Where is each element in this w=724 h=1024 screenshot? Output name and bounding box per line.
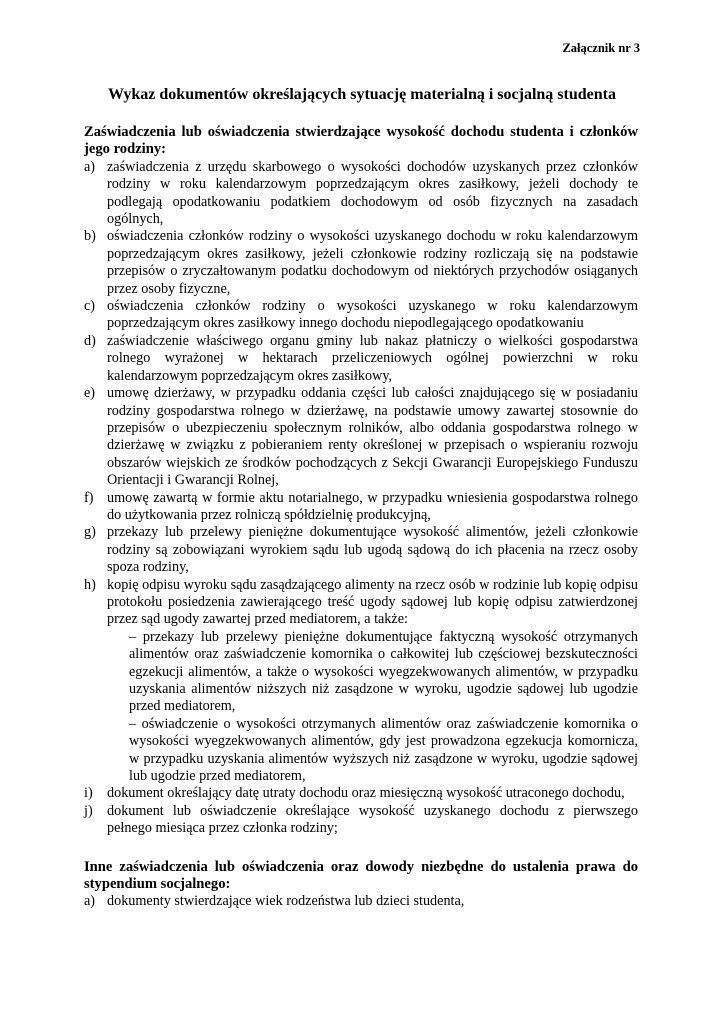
list-item [84,298,638,333]
item-text: dokument określający datę utraty dochodu oraz miesięczną wysokość utraconego dochodu, [107,785,625,802]
list-subitem: – przekazy lub przelewy pieniężne dokumentujące faktyczną wysokość otrzymanych alimentów oraz zaświadczenie komornika o całkowitej lub częściowej bezskuteczności egzekucji alimentów, a także o wysokości wyegzekwowanych alimentów, w przypadku uzyskania alimentów niższych niż zasądzone w wyroku, ugodzie sądowej lub ugodzie przed mediatorem, [129,628,638,715]
item-text: zaświadczenia z urzędu skarbowego o wysokości dochodów uzyskanych przez członków rodziny w roku kalendarzowym poprzedzającym okres zasiłkowy, jeżeli dochody te podlegają opodatkowaniu podatkiem dochodowym od osób fizycznych na zasadach ogólnych, [107,158,638,228]
list-item [84,893,638,910]
item-text: kopię odpisu wyroku sądu zasądzającego alimenty na rzecz osób w rodzinie lub kopię odpisu protokołu posiedzenia zawierającego treść ugody sądowej lub kopię odpisu zatwierdzonej przez sąd ugody zawartej przed mediatorem, a także: [107,576,638,628]
list-item [84,385,638,489]
section-1-list [84,159,638,838]
section-2-list [84,893,638,910]
item-text: zaświadczenie właściwego organu gminy lub nakaz płatniczy o wielkości gospodarstwa rolnego wyrażonej w hektarach przeliczeniowych ogólnej powierzchni w roku kalendarzowym poprzedzającym okres zasiłkowy, [107,332,638,384]
item-letter: i) [84,785,93,802]
list-item [84,785,638,802]
section-2-heading: Inne zaświadczenia lub oświadczenia oraz dowody niezbędne do ustalenia prawa do stypendium socjalnego: [84,858,638,893]
item-text: dokumenty stwierdzające wiek rodzeństwa lub dzieci studenta, [107,893,465,910]
item-text: umowę zawartą w formie aktu notarialnego, w przypadku wniesienia gospodarstwa rolnego do użytkowania przez rolniczą spółdzielnię produkcyjną, [107,489,638,523]
document-title: Wykaz dokumentów określających sytuację materialną i socjalną studenta [108,86,616,103]
item-text: oświadczenia członków rodziny o wysokości uzyskanego w roku kalendarzowym poprzedzającym okres zasiłkowy innego dochodu niepodlegającego opodatkowaniu [107,298,638,332]
list-subitem: – oświadczenie o wysokości otrzymanych alimentów oraz zaświadczenie komornika o wysokości wyegzekwowanych alimentów, gdy jest prowadzona egzekucja komornicza, w przypadku uzyskania alimentów wyższych niż zasądzone w wyroku, ugodzie sądowej lub ugodzie przed mediatorem, [129,715,638,785]
section-2 [84,859,638,911]
list-item [84,524,638,576]
item-letter: e) [84,385,96,402]
item-letter: g) [84,524,96,541]
item-letter: d) [84,332,96,349]
item-text: umowę dzierżawy, w przypadku oddania części lub całości znajdującego się w posiadaniu rodziny gospodarstwa rolnego w dzierżawę, na podstawie umowy zawartej stosownie do przepisów o ubezpieczeniu społecznym rolników, albo oddania gospodarstwa rolnego w dzierżawę w związku z pobieraniem renty określonej w przepisach o wspieraniu rozwoju obszarów wiejskich ze środków pochodzących z Sekcji Gwarancji Europejskiego Funduszu Orientacji i Gwarancji Rolnej, [107,385,638,489]
item-letter: a) [84,893,96,910]
annex-label: Załącznik nr 3 [562,41,640,55]
item-letter: j) [84,802,93,819]
list-item [84,490,638,525]
item-text: oświadczenia członków rodziny o wysokości uzyskanego dochodu w roku kalendarzowym poprzedzającym okres zasiłkowy, jeżeli członkowie rodziny rozliczają się na podstawie przepisów o zryczałtowanym podatku dochodowym od niektórych przychodów osiąganych przez osoby fizyczne, [107,228,638,297]
item-letter: f) [84,489,94,506]
item-letter: b) [84,228,96,245]
item-letter: h) [84,576,96,593]
list-item [84,159,638,229]
list-item [84,803,638,838]
item-letter: c) [84,298,96,315]
item-text: dokument lub oświadczenie określające wysokość uzyskanego dochodu z pierwszego pełnego miesiąca przez członka rodziny; [107,802,638,837]
item-letter: a) [84,158,96,175]
list-item [84,577,638,786]
item-text: przekazy lub przelewy pieniężne dokumentujące wysokość alimentów, jeżeli członkowie rodziny są zobowiązani wyrokiem sądu lub ugodą sądową do ich płacenia na rzecz osoby spoza rodziny, [107,524,638,576]
list-item [84,228,638,298]
section-1-heading: Zaświadczenia lub oświadczenia stwierdzające wysokość dochodu studenta i członków jego rodziny: [84,124,638,158]
list-item [84,333,638,385]
document-content [84,124,638,911]
